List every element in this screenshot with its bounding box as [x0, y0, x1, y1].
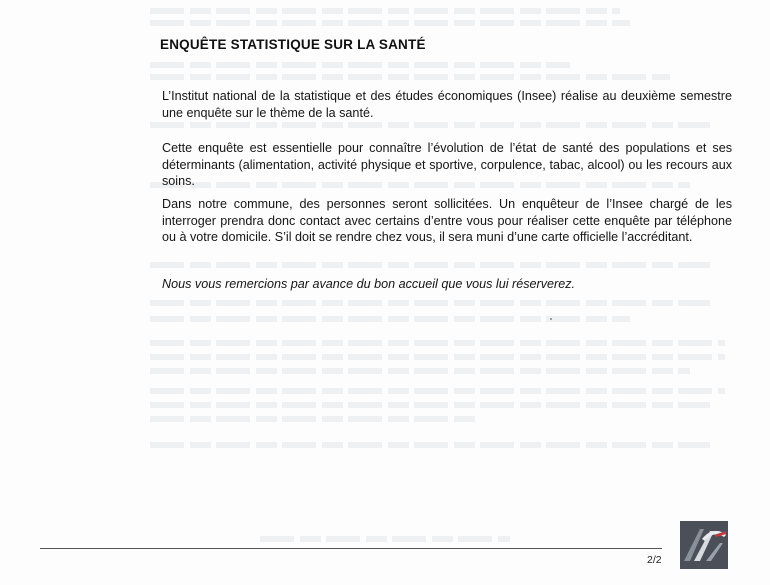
bleed-through-line [150, 316, 630, 322]
bleed-through-line [150, 368, 690, 374]
bleed-through-line [150, 74, 670, 80]
document-title: ENQUÊTE STATISTIQUE SUR LA SANTÉ [160, 37, 426, 52]
bleed-through-line [150, 8, 620, 14]
bleed-through-line [150, 442, 710, 448]
page-number: 2/2 [647, 554, 662, 566]
footer-rule [40, 548, 662, 549]
institution-logo-icon [680, 521, 728, 569]
scan-speck [550, 318, 552, 320]
bleed-through-line [150, 300, 710, 306]
bleed-through-line [150, 62, 570, 68]
bleed-through-line [150, 122, 710, 128]
bleed-through-line [150, 402, 710, 408]
bleed-through-line [150, 416, 480, 422]
paragraph-introduction: L’Institut national de la statistique et des études économiques (Insee) réalise au deuxième semestre une enquête sur le thème de la santé. [162, 89, 732, 120]
bleed-through-line [150, 340, 725, 346]
bleed-through-line [150, 262, 710, 268]
paragraph-contact: Dans notre commune, des personnes seront sollicitées. Un enquêteur de l’Insee chargé de les interroger prendra donc contact avec certains d’entre vous pour réaliser cette enquête par téléphone ou à votre domicile. S’il doit se rendre chez vous, il sera muni d’une carte officielle l’accréditant. [162, 197, 732, 244]
bleed-through-line [150, 20, 630, 26]
closing-thanks: Nous vous remercions par avance du bon accueil que vous lui réserverez. [162, 277, 576, 291]
bleed-through-line [150, 354, 725, 360]
paragraph-purpose: Cette enquête est essentielle pour connaître l’évolution de l’état de santé des populations et ses déterminants (alimentation, activité physique et sportive, corpulence, tabac, alcool) ou les recours aux soins. [162, 141, 732, 188]
bleed-through-line [260, 536, 510, 542]
bleed-through-line [150, 388, 725, 394]
